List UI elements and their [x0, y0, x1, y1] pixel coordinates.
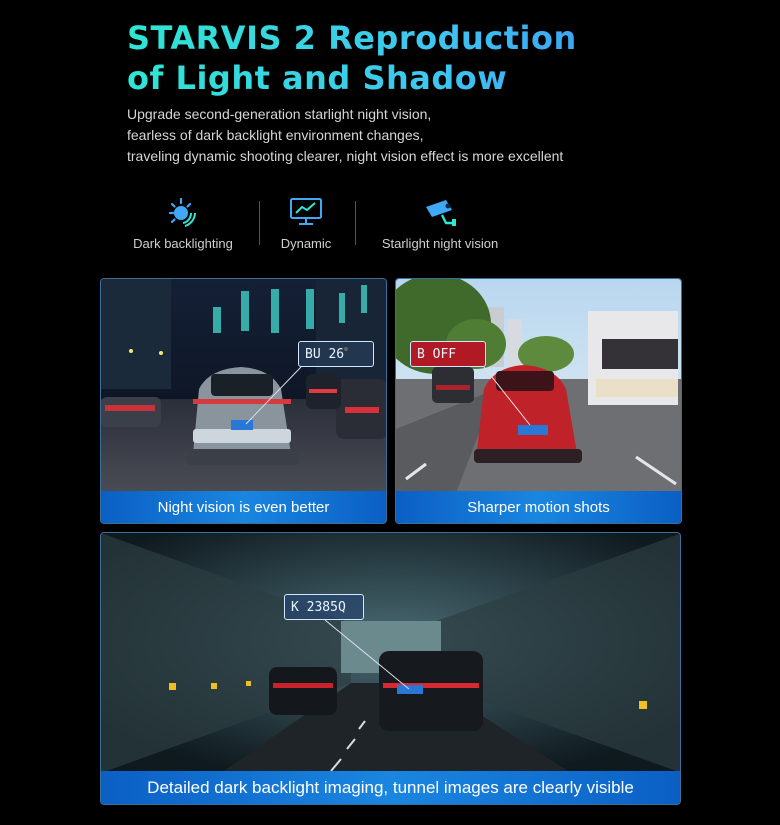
headline-title [127, 18, 687, 98]
feature-dark-backlighting [126, 193, 240, 251]
feature-divider [355, 201, 356, 245]
callout-line [396, 279, 682, 493]
feature-dynamic [276, 193, 336, 251]
panel-caption: Night vision is even better [101, 491, 386, 523]
headline-subtitle [127, 104, 687, 167]
panel-caption: Detailed dark backlight imaging, tunnel images are clearly visible [101, 771, 680, 804]
security-camera-icon [373, 193, 507, 227]
headline-line-1: STARVIS 2 Reproduction [127, 19, 577, 57]
callout-line [101, 279, 387, 493]
panel-motion-shots [395, 278, 682, 524]
plate-number: BU 26 [305, 346, 345, 362]
headline-line-2: of Light and Shadow [127, 59, 508, 97]
panel-night-vision [100, 278, 387, 524]
subtitle-line-2: fearless of dark backlight environment changes, [127, 127, 424, 143]
subtitle-line-3: traveling dynamic shooting clearer, night vision effect is more excellent [127, 148, 564, 164]
callout-line [101, 533, 681, 773]
panel-caption: Sharper motion shots [396, 491, 681, 523]
panel-tunnel [100, 532, 681, 805]
plate-number: B OFF [417, 346, 457, 362]
plate-number: K 2385Q [291, 599, 346, 615]
feature-label: Starlight night vision [381, 236, 499, 251]
sun-backlight-icon [126, 193, 240, 227]
subtitle-line-1: Upgrade second-generation starlight night vision, [127, 106, 432, 122]
monitor-chart-icon [276, 193, 336, 227]
feature-divider [259, 201, 260, 245]
feature-label: Dark backlighting [133, 236, 233, 251]
feature-starlight [373, 193, 507, 251]
feature-label: Dynamic [280, 236, 332, 251]
